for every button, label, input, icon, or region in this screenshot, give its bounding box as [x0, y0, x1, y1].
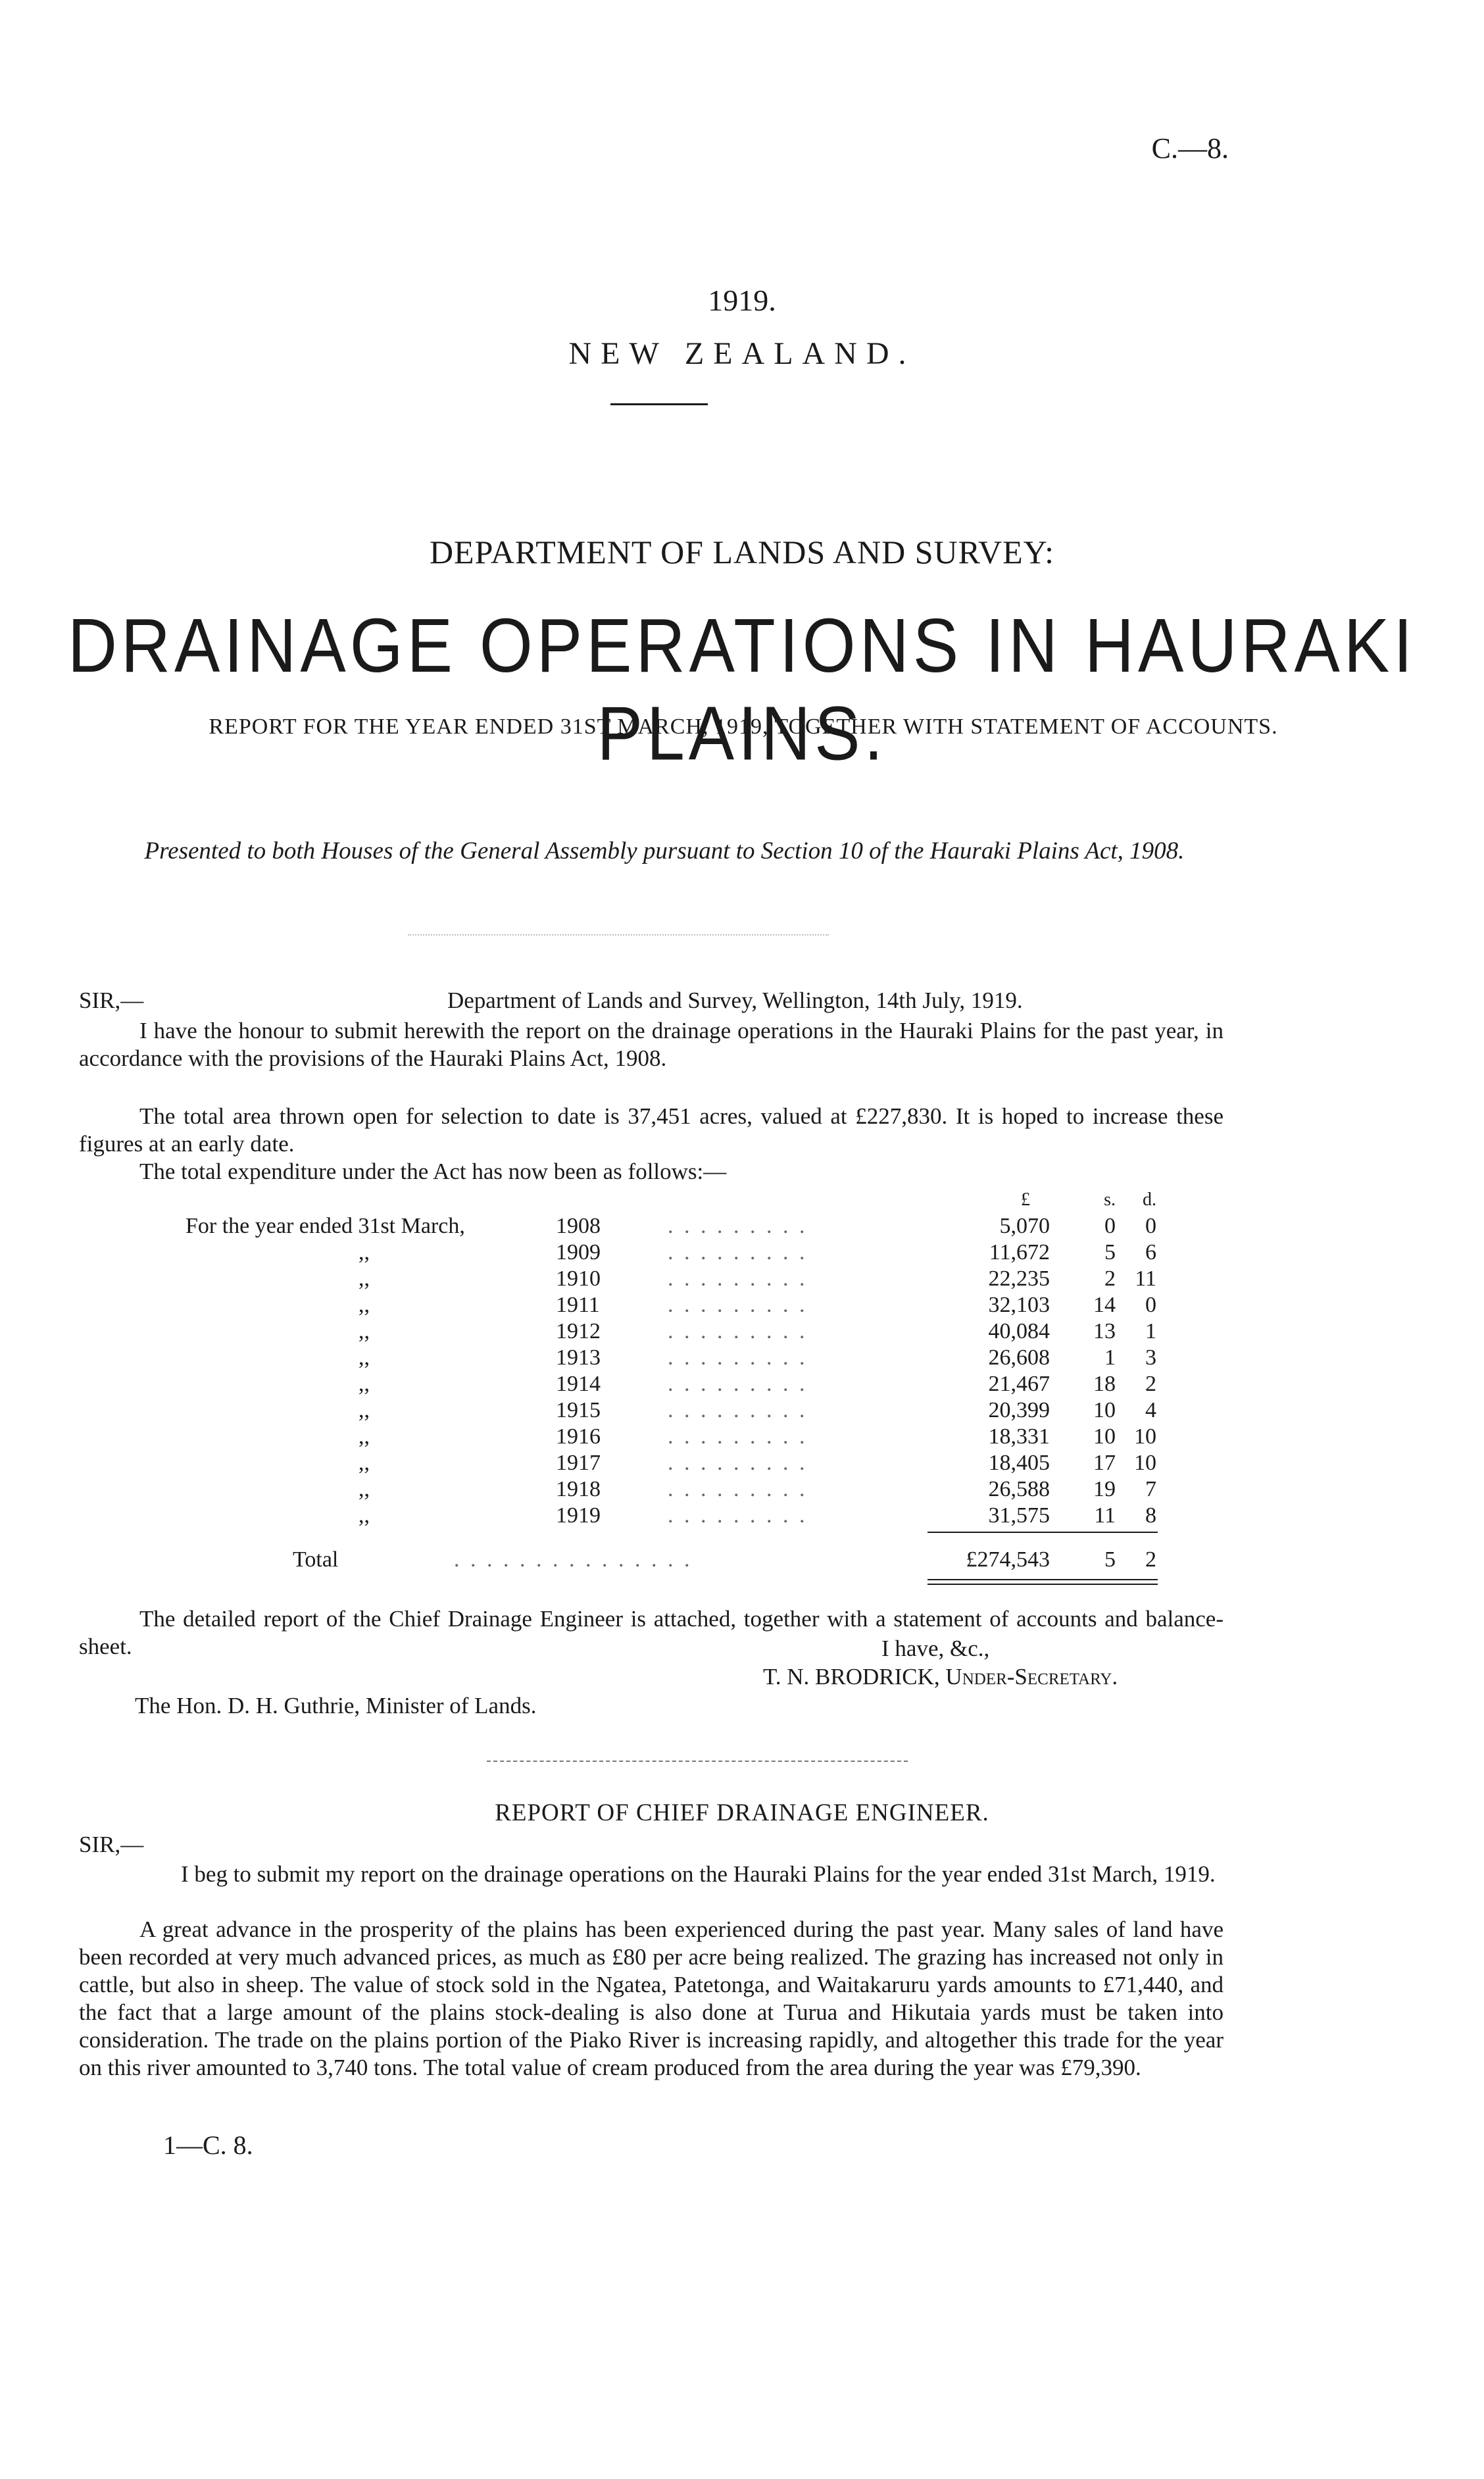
row-shillings: 1: [1104, 1345, 1116, 1370]
row-pounds: 11,672: [989, 1240, 1050, 1265]
row-shillings: 10: [1093, 1424, 1116, 1449]
total-double-rule: [928, 1579, 1158, 1585]
row-pence: 0: [1145, 1293, 1156, 1317]
ditto-mark: ,,: [359, 1503, 370, 1528]
total-pounds: £274,543: [966, 1547, 1050, 1572]
letter-address: Department of Lands and Survey, Wellington, 14th July, 1919.: [447, 988, 1023, 1013]
row-pounds: 26,608: [988, 1345, 1050, 1370]
row-pounds: 26,588: [988, 1477, 1050, 1501]
row-year: 1912: [556, 1319, 601, 1343]
table-row: [0, 1372, 1484, 1398]
row-year: 1914: [556, 1372, 601, 1396]
row-year: 1917: [556, 1451, 601, 1475]
department-title: DEPARTMENT OF LANDS AND SURVEY:: [429, 534, 1055, 570]
total-pence: 2: [1145, 1547, 1156, 1572]
row-shillings: 0: [1104, 1214, 1116, 1238]
engineer-report-heading: REPORT OF CHIEF DRAINAGE ENGINEER.: [495, 1799, 989, 1826]
row-year: 1909: [556, 1240, 601, 1265]
table-row: [0, 1451, 1484, 1477]
engineer-paragraph-2: A great advance in the prosperity of the plains has been experienced during the past year. Many sales of land have been recorded at very much advanced prices, as much as £80 per acre being realized. The grazing has increased not only in cattle, but also in sheep. The value of stock sold in the Ngatea, Patetonga, and Waitakaruru yards amounts to £71,440, and the fact that a large amount of the plains stock-dealing is also done at Turua and Hikutaia yards must be taken into consideration. The trade on the plains portion of the Piako River is increasing rapidly, and altogether this trade for the year on this river amounted to 3,740 tons. The total value of cream produced from the area during the year was £79,390.: [79, 1916, 1224, 2080]
ditto-mark: ,,: [359, 1477, 370, 1501]
row-pounds: 40,084: [988, 1319, 1050, 1343]
leader-dots: . . . . . . . . .: [668, 1424, 808, 1449]
ditto-mark: ,,: [359, 1424, 370, 1449]
letter-paragraph-1: I have the honour to submit herewith the report on the drainage operations in the Hauraki Plains for the past year, in accordance with the provisions of the Hauraki Plains Act, 1908.: [79, 1018, 1224, 1071]
row-shillings: 19: [1093, 1477, 1116, 1501]
row-shillings: 17: [1093, 1451, 1116, 1475]
row-shillings: 13: [1093, 1319, 1116, 1343]
leader-dots: . . . . . . . . .: [668, 1451, 808, 1475]
ditto-mark: ,,: [359, 1266, 370, 1291]
total-shillings: 5: [1104, 1547, 1116, 1572]
row-year: 1915: [556, 1398, 601, 1422]
table-row: [0, 1503, 1484, 1530]
row-pounds: 20,399: [988, 1398, 1050, 1422]
letter-closing: I have, &c.,: [881, 1636, 990, 1661]
subtotal-rule: [928, 1532, 1158, 1533]
header-pounds: £: [1021, 1189, 1030, 1210]
row-year: 1913: [556, 1345, 601, 1370]
letter-salutation: SIR,—: [79, 988, 144, 1013]
row-pence: 11: [1135, 1266, 1156, 1291]
table-row: [0, 1214, 1484, 1240]
section-divider: [487, 1761, 908, 1762]
leader-dots: . . . . . . . . .: [668, 1214, 808, 1238]
leader-dots: . . . . . . . . .: [668, 1398, 808, 1422]
table-row: [0, 1266, 1484, 1293]
header-divider: [610, 403, 708, 405]
row-pounds: 32,103: [988, 1293, 1050, 1317]
leader-dots: . . . . . . . . .: [668, 1345, 808, 1370]
row-pence: 4: [1145, 1398, 1156, 1422]
table-row: [0, 1240, 1484, 1266]
row-pence: 2: [1145, 1372, 1156, 1396]
ditto-mark: ,,: [359, 1319, 370, 1343]
table-row: [0, 1345, 1484, 1372]
row-pounds: 5,070: [999, 1214, 1050, 1238]
letter-paragraph-4: The detailed report of the Chief Drainage Engineer is attached, together with a statement of accounts and balance-sheet.: [79, 1606, 1224, 1659]
page-reference: 1—C. 8.: [163, 2130, 253, 2160]
ditto-mark: ,,: [359, 1398, 370, 1422]
row-shillings: 5: [1104, 1240, 1116, 1265]
page-title: DRAINAGE OPERATIONS IN HAURAKI PLAINS.: [67, 603, 1417, 777]
row-pence: 10: [1134, 1451, 1156, 1475]
leader-dots: . . . . . . . . .: [668, 1477, 808, 1501]
table-header: [0, 1189, 1484, 1216]
row-shillings: 2: [1104, 1266, 1116, 1291]
row-year: 1918: [556, 1477, 601, 1501]
row-pence: 8: [1145, 1503, 1156, 1528]
engineer-paragraph-1: I beg to submit my report on the drainage operations on the Hauraki Plains for the year ended 31st March, 1919.: [181, 1861, 1216, 1887]
row-year: 1916: [556, 1424, 601, 1449]
row-year: 1911: [556, 1293, 600, 1317]
table-row: [0, 1424, 1484, 1451]
leader-dots: . . . . . . . . .: [668, 1240, 808, 1265]
row-pence: 1: [1145, 1319, 1156, 1343]
report-year: 1919.: [708, 284, 776, 317]
table-row: [0, 1477, 1484, 1503]
leader-dots: . . . . . . . . .: [668, 1266, 808, 1291]
letter-recipient: The Hon. D. H. Guthrie, Minister of Lands.: [135, 1693, 537, 1718]
row-pounds: 21,467: [988, 1372, 1050, 1396]
total-label: Total: [293, 1547, 339, 1572]
row-shillings: 14: [1093, 1293, 1116, 1317]
ditto-mark: ,,: [359, 1345, 370, 1370]
presented-note: Presented to both Houses of the General Assembly pursuant to Section 10 of the Hauraki Plains Act, 1908.: [144, 838, 1185, 864]
row-year: 1910: [556, 1266, 601, 1291]
row-shillings: 10: [1093, 1398, 1116, 1422]
row-year: 1919: [556, 1503, 601, 1528]
leader-dots: . . . . . . . . .: [668, 1293, 808, 1317]
row-shillings: 11: [1094, 1503, 1116, 1528]
row-label: For the year ended 31st March,: [186, 1214, 465, 1238]
table-row: [0, 1398, 1484, 1424]
table-row: [0, 1319, 1484, 1345]
row-pence: 7: [1145, 1477, 1156, 1501]
row-pounds: 31,575: [988, 1503, 1050, 1528]
letter-paragraph-2: The total area thrown open for selection to date is 37,451 acres, valued at £227,830. It is hoped to increase these figures at an early date.: [79, 1103, 1224, 1157]
row-pounds: 18,331: [988, 1424, 1050, 1449]
row-pounds: 22,235: [988, 1266, 1050, 1291]
row-pence: 3: [1145, 1345, 1156, 1370]
leader-dots: . . . . . . . . . . . . . . .: [454, 1547, 693, 1572]
report-subtitle: REPORT FOR THE YEAR ENDED 31ST MARCH, 1919, TOGETHER WITH STATEMENT OF ACCOUNTS.: [209, 714, 1278, 739]
row-pence: 0: [1145, 1214, 1156, 1238]
ditto-mark: ,,: [359, 1372, 370, 1396]
table-row: [0, 1293, 1484, 1319]
header-pence: d.: [1143, 1189, 1156, 1210]
leader-dots: . . . . . . . . .: [668, 1372, 808, 1396]
leader-dots: . . . . . . . . .: [668, 1319, 808, 1343]
ditto-mark: ,,: [359, 1451, 370, 1475]
document-reference: C.—8.: [1151, 132, 1229, 164]
row-pence: 6: [1145, 1240, 1156, 1265]
ditto-mark: ,,: [359, 1293, 370, 1317]
row-shillings: 18: [1093, 1372, 1116, 1396]
header-shillings: s.: [1104, 1189, 1116, 1210]
letter-signatory: T. N. BRODRICK, Under-Secretary.: [763, 1664, 1118, 1690]
letter-paragraph-3: The total expenditure under the Act has now been as follows:—: [139, 1159, 727, 1184]
country-name: NEW ZEALAND.: [568, 336, 916, 371]
row-year: 1908: [556, 1214, 601, 1238]
ditto-mark: ,,: [359, 1240, 370, 1265]
row-pence: 10: [1134, 1424, 1156, 1449]
total-row: [0, 1547, 1484, 1574]
row-pounds: 18,405: [988, 1451, 1050, 1475]
leader-dots: . . . . . . . . .: [668, 1503, 808, 1528]
section-divider: [408, 934, 829, 936]
engineer-salutation: SIR,—: [79, 1832, 144, 1857]
